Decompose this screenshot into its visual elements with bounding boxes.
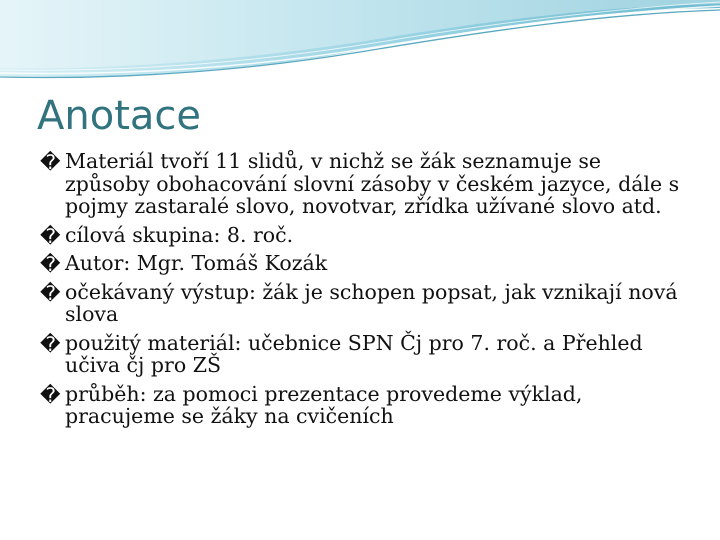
bullet-marker-icon: � [40,252,61,276]
slide-title: Anotace [37,93,201,139]
bullet-text: cílová skupina: 8. roč. [65,222,294,247]
bullet-marker-icon: � [40,331,61,356]
bullet-list [40,150,680,434]
bullet-text: Materiál tvoří 11 slidů, v nichž se žák seznamuje se způsoby obohacování slovní zásoby v českém jazyce, dále s pojmy zastaralé slovo, novotvar, zřídka užívané slovo atd. [65,149,680,218]
bullet-marker-icon: � [40,150,61,174]
bullet-marker-icon: � [40,382,61,407]
bullet-item-expected-output [40,281,680,326]
bullet-text: Autor: Mgr. Tomáš Kozák [65,251,328,275]
bullet-item-target-group [40,224,680,247]
bullet-item-author [40,252,680,275]
bullet-item-annotation [40,150,680,218]
bullet-text: očekávaný výstup: žák je schopen popsat, jak vznikají nová slova [65,279,678,326]
bullet-text: použitý materiál: učebnice SPN Čj pro 7. roč. a Přehled učiva čj pro ZŠ [65,330,643,377]
bullet-text: průběh: za pomoci prezentace provedeme výklad, pracujeme se žáky na cvičeních [65,381,583,428]
bullet-marker-icon: � [40,223,61,248]
bullet-item-procedure [40,383,680,428]
bullet-item-material-used [40,332,680,377]
bullet-marker-icon: � [40,280,61,305]
header-wave-decoration [0,0,720,90]
